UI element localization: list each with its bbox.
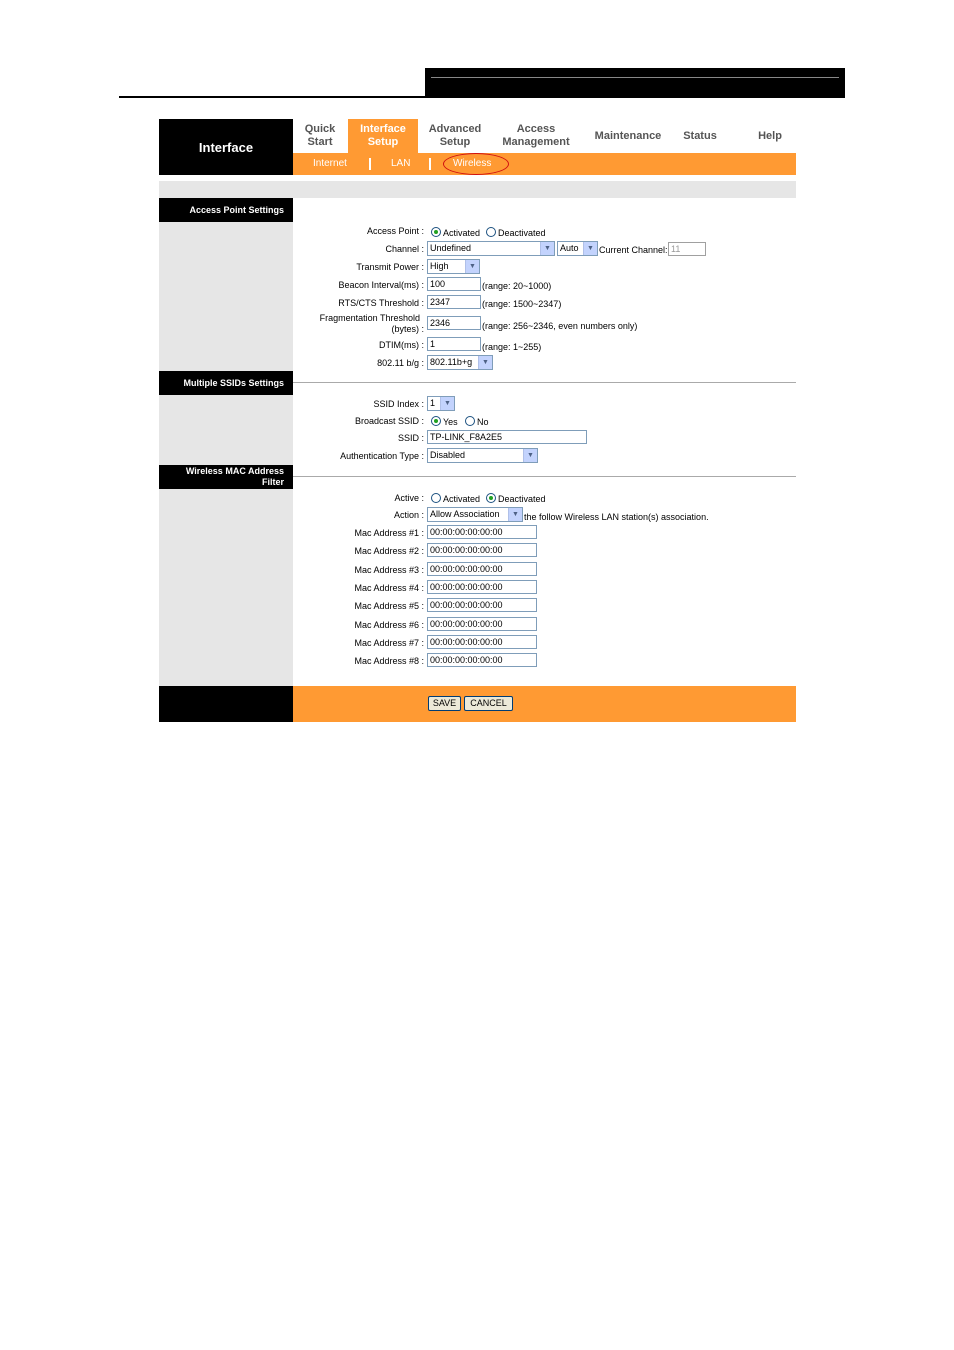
transmit-power-select[interactable]: High ▼ xyxy=(427,259,480,274)
current-channel-field: 11 xyxy=(668,242,706,256)
dtim-range: (range: 1~255) xyxy=(482,342,542,352)
mac-address-7-label: Mac Address #7 : xyxy=(354,638,424,648)
chevron-down-icon: ▼ xyxy=(540,242,554,255)
section-divider xyxy=(293,382,796,383)
title-bar xyxy=(159,181,796,198)
mac-address-8-label: Mac Address #8 : xyxy=(354,656,424,666)
ssid-input[interactable]: TP-LINK_F8A2E5 xyxy=(427,430,587,444)
mac-address-1-label: Mac Address #1 : xyxy=(354,528,424,538)
chevron-down-icon: ▼ xyxy=(523,449,537,462)
mac-filter-action-select[interactable]: Allow Association ▼ xyxy=(427,507,523,522)
channel-label: Channel : xyxy=(385,244,424,254)
dtim-input[interactable]: 1 xyxy=(427,337,481,351)
chevron-down-icon: ▼ xyxy=(583,242,597,255)
subtab-internet[interactable]: Internet xyxy=(313,158,347,169)
mac-filter-activated-label: Activated xyxy=(443,494,481,504)
authentication-type-label: Authentication Type : xyxy=(340,451,424,461)
rts-threshold-label: RTS/CTS Threshold : xyxy=(338,298,424,308)
cancel-button[interactable]: CANCEL xyxy=(464,696,513,711)
mac-address-3-input[interactable]: 00:00:00:00:00:00 xyxy=(427,562,537,576)
access-point-activated-label: Activated xyxy=(443,228,481,238)
sub-nav xyxy=(293,153,796,175)
section-divider xyxy=(293,476,796,477)
mac-filter-active-label: Active : xyxy=(394,493,424,503)
wireless-mode-select[interactable]: 802.11b+g ▼ xyxy=(427,355,493,370)
tab-interface-setup[interactable]: Interface Setup xyxy=(348,119,418,153)
ssid-index-label: SSID Index : xyxy=(373,399,424,409)
dtim-label: DTIM(ms) : xyxy=(379,340,424,350)
chevron-down-icon: ▼ xyxy=(465,260,479,273)
header-rule xyxy=(431,77,839,78)
beacon-interval-label: Beacon Interval(ms) : xyxy=(338,280,424,290)
highlight-circle xyxy=(443,153,509,175)
footer-bar xyxy=(293,686,796,722)
tab-status[interactable]: Status xyxy=(683,129,717,142)
ssid-label: SSID : xyxy=(397,433,424,443)
access-point-deactivated-radio[interactable] xyxy=(486,227,496,237)
mac-filter-deactivated-radio[interactable] xyxy=(486,493,496,503)
mac-filter-activated-radio[interactable] xyxy=(431,493,441,503)
rts-threshold-input[interactable]: 2347 xyxy=(427,295,481,309)
mac-address-6-label: Mac Address #6 : xyxy=(354,620,424,630)
mac-address-5-input[interactable]: 00:00:00:00:00:00 xyxy=(427,598,537,612)
chevron-down-icon: ▼ xyxy=(508,508,522,521)
router-config-page xyxy=(159,119,796,722)
subtab-separator xyxy=(429,158,431,170)
transmit-power-label: Transmit Power : xyxy=(356,262,424,272)
mac-address-2-label: Mac Address #2 : xyxy=(354,546,424,556)
wireless-mode-label: 802.11 b/g : xyxy=(377,358,424,368)
section-wireless-mac-filter: Wireless MAC Address Filter xyxy=(159,465,293,489)
tab-access-management[interactable]: Access Management xyxy=(502,123,570,148)
broadcast-ssid-no-label: No xyxy=(477,417,489,427)
tab-maintenance[interactable]: Maintenance xyxy=(594,129,662,142)
channel-select[interactable]: Undefined ▼ xyxy=(427,241,555,256)
broadcast-ssid-label: Broadcast SSID : xyxy=(354,416,424,426)
access-point-activated-radio[interactable] xyxy=(431,227,441,237)
chevron-down-icon: ▼ xyxy=(440,397,454,410)
section-access-point-settings: Access Point Settings xyxy=(159,198,293,222)
broadcast-ssid-yes-label: Yes xyxy=(443,417,458,427)
mac-address-1-input[interactable]: 00:00:00:00:00:00 xyxy=(427,525,537,539)
mac-address-8-input[interactable]: 00:00:00:00:00:00 xyxy=(427,653,537,667)
rts-threshold-range: (range: 1500~2347) xyxy=(482,299,562,309)
ssid-index-select[interactable]: 1 ▼ xyxy=(427,396,455,411)
broadcast-ssid-yes-radio[interactable] xyxy=(431,416,441,426)
beacon-interval-range: (range: 20~1000) xyxy=(482,281,552,291)
current-channel-label: Current Channel: xyxy=(599,245,668,255)
chevron-down-icon: ▼ xyxy=(478,356,492,369)
mac-address-2-input[interactable]: 00:00:00:00:00:00 xyxy=(427,543,537,557)
mac-address-3-label: Mac Address #3 : xyxy=(354,565,424,575)
fragmentation-label-line2: (bytes) : xyxy=(391,324,424,334)
subtab-wireless[interactable]: Wireless xyxy=(453,158,492,169)
section-sidebar xyxy=(159,198,293,686)
mac-address-4-label: Mac Address #4 : xyxy=(354,583,424,593)
channel-mode-select[interactable]: Auto ▼ xyxy=(557,241,598,256)
save-button[interactable]: SAVE xyxy=(428,696,461,711)
fragmentation-label-line1: Fragmentation Threshold xyxy=(319,313,420,323)
authentication-type-select[interactable]: Disabled ▼ xyxy=(427,448,538,463)
mac-filter-action-label: Action : xyxy=(393,510,424,520)
tab-help[interactable]: Help xyxy=(758,129,782,142)
mac-filter-action-suffix: the follow Wireless LAN station(s) association. xyxy=(524,512,709,522)
interface-logo: Interface xyxy=(159,119,293,175)
subtab-separator xyxy=(369,158,371,170)
document-header-line xyxy=(119,96,845,98)
section-multiple-ssids-settings: Multiple SSIDs Settings xyxy=(159,371,293,395)
broadcast-ssid-no-radio[interactable] xyxy=(465,416,475,426)
subtab-lan[interactable]: LAN xyxy=(391,158,411,169)
tab-advanced-setup[interactable]: Advanced Setup xyxy=(428,123,482,148)
mac-address-6-input[interactable]: 00:00:00:00:00:00 xyxy=(427,617,537,631)
beacon-interval-input[interactable]: 100 xyxy=(427,277,481,291)
access-point-deactivated-label: Deactivated xyxy=(498,228,546,238)
access-point-label: Access Point : xyxy=(366,226,424,236)
tab-quick-start[interactable]: Quick Start xyxy=(304,123,336,148)
fragmentation-threshold-input[interactable]: 2346 xyxy=(427,316,481,330)
footer-left-panel xyxy=(159,686,293,722)
mac-filter-deactivated-label: Deactivated xyxy=(498,494,546,504)
fragmentation-threshold-range: (range: 256~2346, even numbers only) xyxy=(482,321,638,331)
mac-address-7-input[interactable]: 00:00:00:00:00:00 xyxy=(427,635,537,649)
mac-address-5-label: Mac Address #5 : xyxy=(354,601,424,611)
document-header-bar xyxy=(425,68,845,96)
mac-address-4-input[interactable]: 00:00:00:00:00:00 xyxy=(427,580,537,594)
main-nav xyxy=(293,119,796,153)
